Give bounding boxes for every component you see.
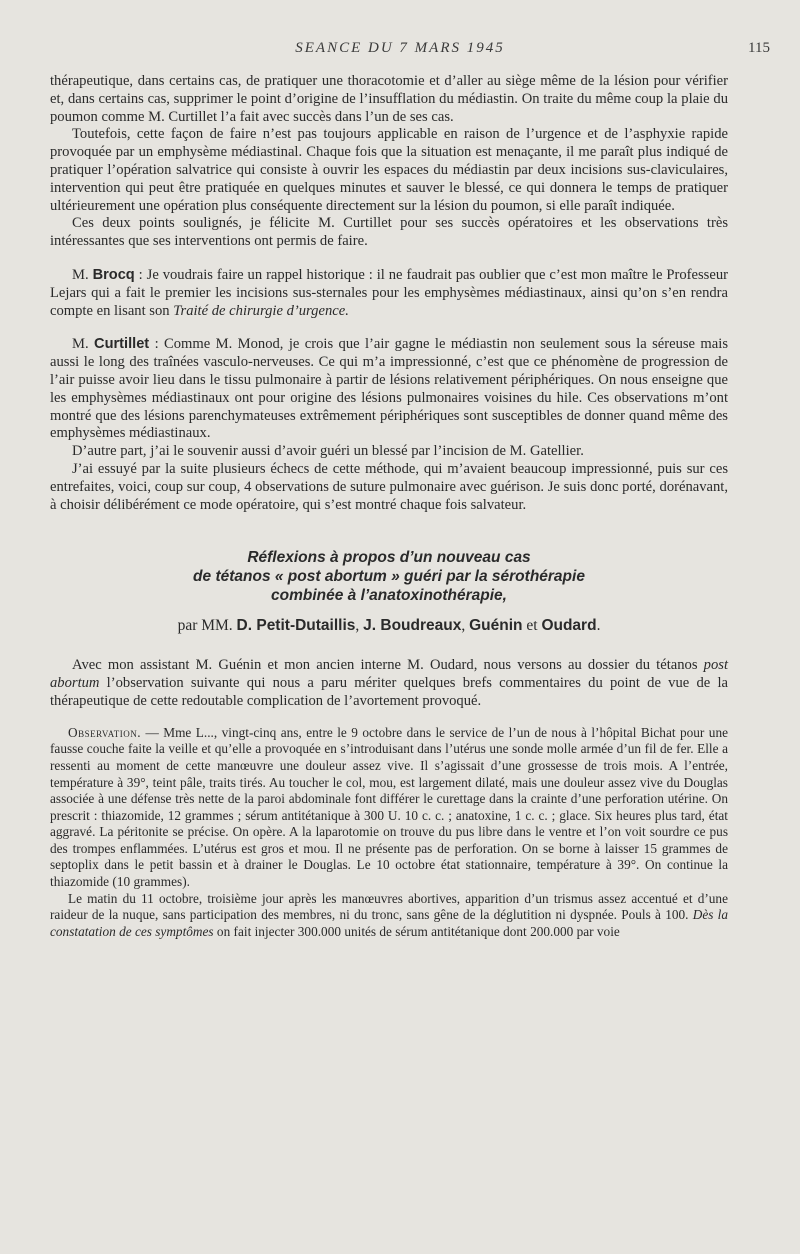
byline-separator: , xyxy=(461,617,470,635)
speaker-brocq: Brocq xyxy=(92,266,135,283)
author-petit-dutaillis: D. Petit-Dutaillis xyxy=(236,617,356,635)
paragraph-gatellier: D’autre part, j’ai le souvenir aussi d’avoir guéri un blessé par l’incision de M. Gatellier. xyxy=(72,443,584,460)
paragraph-brocq xyxy=(50,267,728,320)
intro-text-a: Avec mon assistant M. Guénin et mon ancien interne M. Oudard, nous versons au dossier du tétanos xyxy=(72,657,704,674)
observation-text-2a: Le matin du 11 octobre, troisième jour après les manœuvres abortives, apparition d’un trismus assez accentué et d’une raideur de la nuque, sans participation des membres, ni du tronc, sans gêne de la déglutition ni dyspnée. Pouls à 100. xyxy=(50,890,728,923)
paragraph-urgency: Toutefois, cette façon de faire n’est pas toujours applicable en raison de l’urgence et de l’asphyxie rapide provoquée par un emphysème médiastinal. Chaque fois que la situation est menaçante, il me paraît plus indiqué de pratiquer l’opération salvatrice qui consiste à ouvrir les espaces du médiastin par deux incisions sus-claviculaires, intervention qui peut être pratiquée en quelques minutes et sauver le blessé, ce qui donnera le temps de pratiquer ultérieurement une opération plus conséquente directement sur la lésion du poumon, si elle paraît indiquée. xyxy=(50,126,728,214)
article-byline xyxy=(50,617,728,635)
observation-text-2b: on fait injecter 300.000 unités de sérum antitétanique dont 200.000 par voie xyxy=(213,923,620,939)
brocq-text: : Je voudrais faire un rappel historique : il ne faudrait pas oublier que c’est mon maître le Professeur Lejars qui a fait le premier les incisions sus-sternales pour les emphysèmes médiastinaux, ainsi qu’on s’en rendra compte en lisant son xyxy=(50,266,728,319)
brocq-prefix: M. xyxy=(72,266,93,283)
running-header xyxy=(0,40,800,64)
intro-text-b: l’observation suivante qui nous a paru mériter quelques brefs commentaires du point de vue de la thérapeutique de cette redoutable complication de l’avortement provoqué. xyxy=(50,675,728,709)
paragraph-thoracotomy: thérapeutique, dans certains cas, de pratiquer une thoracotomie et d’aller au siège même de la lésion pour vérifier et, dans certains cas, supprimer le point d’origine de l’insufflation du médiastin. On traite du même coup la plaie du poumon comme M. Curtillet l’a fait avec succès dans l’un de ses cas. xyxy=(50,73,728,125)
observation-paragraph xyxy=(50,725,728,891)
paragraph-suture: J’ai essuyé par la suite plusieurs échecs de cette méthode, qui m’avaient beaucoup impressionné, puis sur ces entrefaites, voici, coup sur coup, 4 observations de suture pulmonaire avec guérison. Je suis donc porté, dorénavant, à choisir délibérément ce mode opératoire, qui s’est montré chaque fois salvateur. xyxy=(50,460,728,513)
observation-paragraph-2 xyxy=(50,891,728,941)
article-title-line-2: de tétanos « post abortum » guéri par la sérothérapie xyxy=(193,568,585,586)
brocq-book-title: Traité de chirurgie d’urgence. xyxy=(173,302,349,319)
author-guenin: Guénin xyxy=(469,617,523,635)
article-intro xyxy=(50,657,728,710)
author-oudard: Oudard xyxy=(541,617,597,635)
byline-separator: , xyxy=(355,617,364,635)
byline-separator: et xyxy=(522,617,542,635)
observation-text: — Mme L..., vingt-cinq ans, entre le 9 octobre dans le service de l’un de nous à l’hôpital Bichat pour une fausse couche faite la veille et qu’elle a provoquée en s’introduisant dans l’utérus une sonde molle armée d’un fil de fer. Elle a ressenti au moment de cette manœuvre une douleur assez vive. Il s’agissait d’une grossesse de trois mois. A l’entrée, température à 39°, teint pâle, traits tirés. Au toucher le col, mou, est largement dilaté, mais une douleur assez vive du Douglas associée à une défense très nette de la paroi abdominale font différer le curettage dans la crainte d’une perforation utérine. On prescrit : thiazomide, 12 grammes ; sérum antitétanique à 300 U. 10 c. c. ; anatoxine, 1 c. c. ; glace. Six heures plus tard, état aggravé. La péritonite se précise. On opère. A la laparotomie on trouve du pus libre dans le ventre et l’on voit sourdre ce pus des trompes enflammées. L’utérus est gros et mou. Il ne présente pas de perforation. On se borne à laisser 15 grammes de septoplix dans le petit bassin et à drainer le Douglas. Le 10 octobre état stationnaire, température à 39°. On continue la thiazomide (10 grammes). xyxy=(50,724,728,890)
paragraph-congratulations: Ces deux points soulignés, je félicite M. Curtillet pour ses succès opératoires et les observations très intéressantes que ses interventions ont permis de faire. xyxy=(50,215,728,250)
running-title: SEANCE DU 7 MARS 1945 xyxy=(295,40,505,56)
speaker-curtillet: Curtillet xyxy=(94,336,150,353)
byline-prefix: par MM. xyxy=(177,617,237,635)
observation-label: Observation. xyxy=(68,724,142,740)
page-number: 115 xyxy=(748,40,770,56)
article-title-line-3: combinée à l’anatoxinothérapie, xyxy=(270,587,507,605)
curtillet-prefix: M. xyxy=(72,336,95,353)
intro-italic: post abortum xyxy=(50,657,728,692)
observation-italic: Dès la constatation de ces symptômes xyxy=(50,907,728,939)
body-text xyxy=(50,73,728,940)
author-boudreaux: J. Boudreaux xyxy=(363,617,462,635)
paragraph-curtillet xyxy=(50,336,728,443)
byline-end: . xyxy=(596,617,601,635)
curtillet-text: : Comme M. Monod, je crois que l’air gagne le médiastin non seulement sous la séreuse mais aussi le long des traînées vasculo-nerveuses. Ce qui m’a impressionné, c’est que ce phénomène de progression de l’air puisse avoir lieu dans le tissu pulmonaire à partir de lésions relativement périphériques. On nous enseigne que les emphysèmes médiastinaux ont pour origine des lésions pulmonaires voisines du hile. Ces observations m’ont montré que des lésions parenchymateuses extrêmement périphériques sont susceptibles de donner quand même des emphysèmes médiastinaux. xyxy=(50,336,728,442)
article-title xyxy=(50,548,728,605)
article-title-line-1: Réflexions à propos d’un nouveau cas xyxy=(247,549,531,567)
